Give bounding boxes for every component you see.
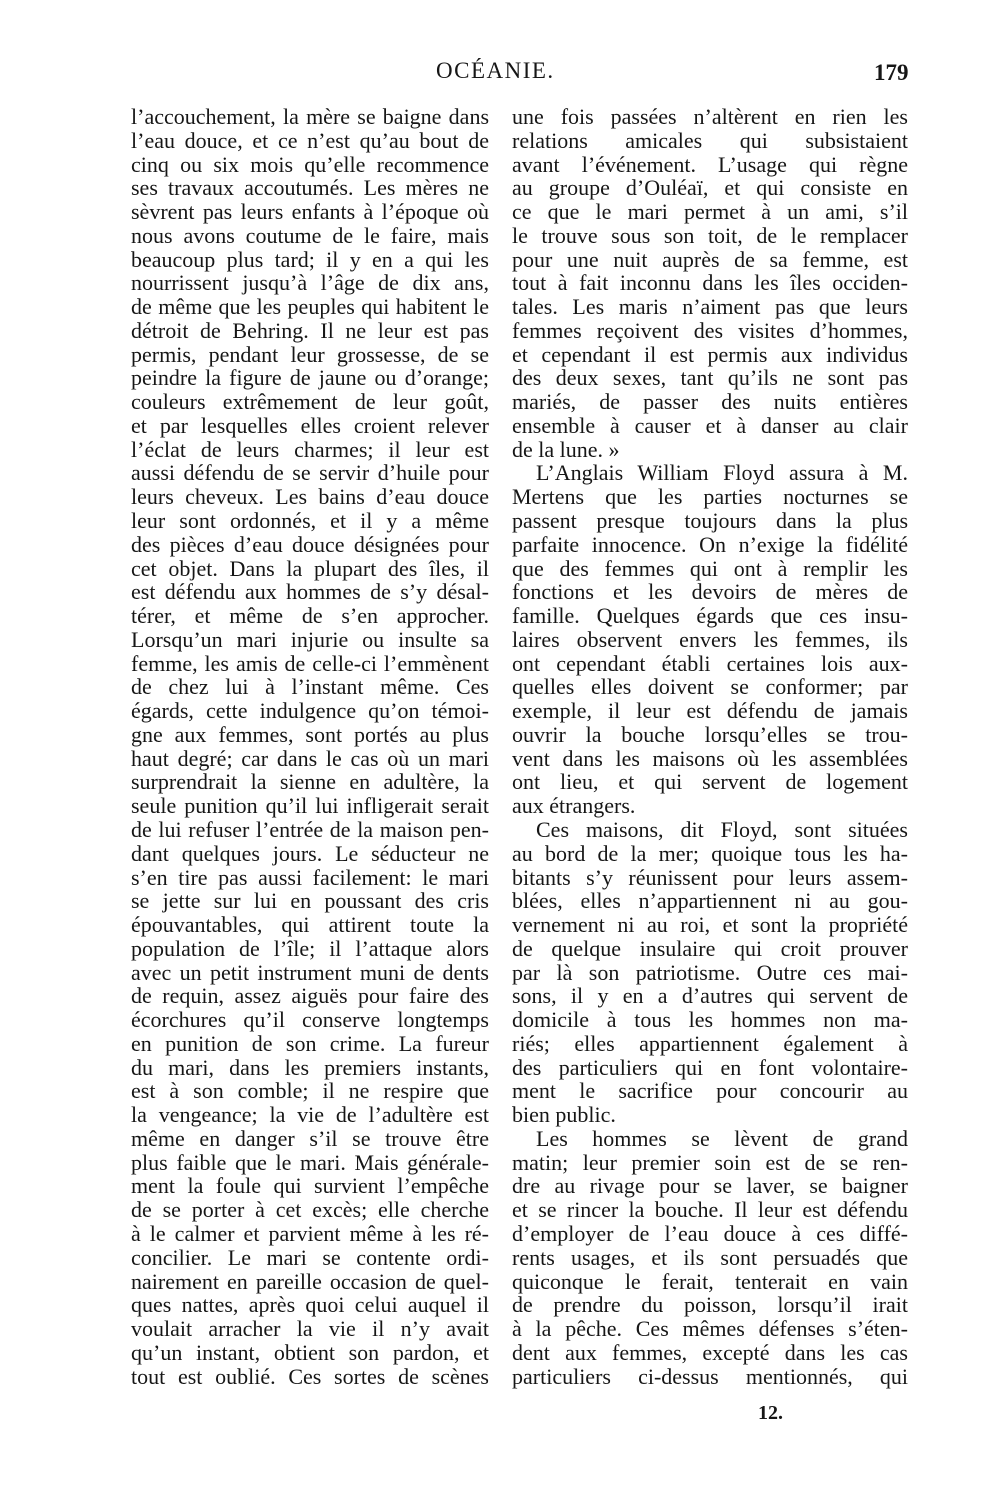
text-line: en punition de son crime. La fureur	[131, 1030, 489, 1056]
text-line: ont cependant établi certaines lois aux-	[512, 650, 908, 676]
text-line: écorchures qu’il conserve longtemps	[131, 1007, 489, 1033]
text-line: de quelque insulaire qui croit prouver	[512, 935, 908, 961]
text-line: laires observent envers les femmes, ils	[512, 626, 908, 652]
text-line: ses travaux accoutumés. Les mères ne	[131, 175, 489, 201]
text-line: détroit de Behring. Il ne leur est pas	[131, 317, 489, 343]
text-line: surprendrait la sienne en adultère, la	[131, 769, 489, 795]
text-line: des particuliers qui en font volontaire-	[512, 1054, 908, 1080]
text-line: Lorsqu’un mari injurie ou insulte sa	[131, 626, 489, 652]
text-line: qu’un instant, obtient son pardon, et	[131, 1339, 489, 1365]
text-line: et par lesquelles elles croient relever	[131, 412, 489, 438]
text-line: par là son patriotisme. Outre ces mai-	[512, 959, 908, 985]
text-line: quelles elles doivent se conformer; par	[512, 674, 908, 700]
text-line: pour une nuit auprès de sa femme, est	[512, 246, 908, 272]
page-number: 179	[874, 60, 909, 85]
text-line: beaucoup plus tard; il y en a qui les	[131, 246, 489, 272]
text-line: cinq ou six mois qu’elle recommence	[131, 151, 489, 177]
text-line: sèvrent pas leurs enfants à l’époque où	[131, 199, 489, 225]
text-line: particuliers ci-dessus mentionnés, qui	[512, 1363, 908, 1389]
text-line: rents usages, et ils sont persuadés que	[512, 1244, 908, 1270]
text-line: au groupe d’Ouléaï, et qui consiste en	[512, 175, 908, 201]
text-line: de chez lui à l’instant même. Ces	[131, 674, 489, 700]
text-line: et se rincer la bouche. Il leur est défendu	[512, 1197, 908, 1223]
text-line: voulait arracher la vie il n’y avait	[131, 1316, 489, 1342]
text-line: de se porter à cet excès; elle cherche	[131, 1197, 489, 1223]
text-line: quiconque le ferait, tenterait en vain	[512, 1268, 908, 1294]
text-line: vent dans les maisons où les assemblées	[512, 745, 908, 771]
text-line: des pièces d’eau douce désignées pour	[131, 531, 489, 557]
text-line: tout à fait inconnu dans les îles occiden-	[512, 270, 908, 296]
text-line: à la pêche. Ces mêmes défenses s’éten-	[512, 1316, 908, 1342]
text-line: parfaite innocence. On n’exige la fidélité	[512, 531, 908, 557]
text-line: femmes reçoivent des visites d’hommes,	[512, 317, 908, 343]
text-line: égards, cette indulgence qu’on témoi-	[131, 698, 489, 724]
text-line: femme, les amis de celle-ci l’emmènent	[131, 650, 489, 676]
text-line: ques nattes, après quoi celui auquel il	[131, 1292, 489, 1318]
text-line: que des femmes qui ont à remplir les	[512, 555, 908, 581]
text-line: nairement en pareille occasion de quel-	[131, 1268, 489, 1294]
text-line: une fois passées n’altèrent en rien les	[512, 104, 908, 129]
text-line: l’éclat de leurs charmes; il leur est	[131, 436, 489, 462]
text-line: relations amicales qui subsistaient	[512, 127, 908, 153]
text-line: plus faible que le mari. Mais générale-	[131, 1149, 489, 1175]
text-line: ment la foule qui survient l’empêche	[131, 1173, 489, 1199]
text-line: est défendu aux hommes de s’y désal-	[131, 579, 489, 605]
text-line: le trouve sous son toit, de le remplacer	[512, 222, 908, 248]
text-line: concilier. Le mari se contente ordi-	[131, 1244, 489, 1270]
text-line: dre au rivage pour se laver, se baigner	[512, 1173, 908, 1199]
text-line: l’accouchement, la mère se baigne dans	[131, 104, 489, 129]
text-line: s’en tire pas aussi facilement: le mari	[131, 864, 489, 890]
text-line: exemple, il leur est défendu de jamais	[512, 698, 908, 724]
text-column-right	[512, 105, 908, 1388]
text-line: permis, pendant leur grossesse, de se	[131, 341, 489, 367]
text-line: d’employer de l’eau douce à ces diffé-	[512, 1220, 908, 1246]
text-line: avec un petit instrument muni de dents	[131, 959, 489, 985]
text-line: nous avons coutume de le faire, mais	[131, 222, 489, 248]
text-line: l’eau douce, et ce n’est qu’au bout de	[131, 127, 489, 153]
text-line: mariés, de passer des nuits entières	[512, 389, 908, 415]
text-line: population de l’île; il l’attaque alors	[131, 935, 489, 961]
text-line: leur sont ordonnés, et il y a même	[131, 508, 489, 534]
text-line: ont lieu, et qui servent de logement	[512, 769, 908, 795]
signature-mark: 12.	[758, 1402, 783, 1424]
text-line: blées, elles n’appartiennent ni au gou-	[512, 888, 908, 914]
text-line: passent presque toujours dans la plus	[512, 508, 908, 534]
text-line: du mari, dans les premiers instants,	[131, 1054, 489, 1080]
text-line: domicile à tous les hommes non ma-	[512, 1007, 908, 1033]
text-line: de même que les peuples qui habitent le	[131, 294, 489, 320]
text-line: couleurs extrêmement de leur goût,	[131, 389, 489, 415]
text-line: avant l’événement. L’usage qui règne	[512, 151, 908, 177]
text-line: de la lune. »	[512, 436, 620, 462]
text-line: est à son comble; il ne respire que	[131, 1078, 489, 1104]
text-line: gne aux femmes, sont portés au plus	[131, 721, 489, 747]
text-line: tout est oublié. Ces sortes de scènes	[131, 1363, 489, 1389]
text-line: peindre la figure de jaune ou d’orange;	[131, 365, 489, 391]
text-line: fonctions et les devoirs de mères de	[512, 579, 908, 605]
text-line: nourrissent jusqu’à l’âge de dix ans,	[131, 270, 489, 296]
text-line: L’Anglais William Floyd assura à M.	[536, 460, 908, 486]
text-line: dant quelques jours. Le séducteur ne	[131, 840, 489, 866]
text-line: leurs cheveux. Les bains d’eau douce	[131, 484, 489, 510]
text-line: cet objet. Dans la plupart des îles, il	[131, 555, 489, 581]
text-line: famille. Quelques égards que ces insu-	[512, 603, 908, 629]
text-line: Ces maisons, dit Floyd, sont situées	[536, 816, 908, 842]
text-line: et cependant il est permis aux individus	[512, 341, 908, 367]
text-line: au bord de la mer; quoique tous les ha-	[512, 840, 908, 866]
text-line: matin; leur premier soin est de se ren-	[512, 1149, 908, 1175]
text-line: à le calmer et parvient même à les ré-	[131, 1220, 489, 1246]
text-line: se jette sur lui en poussant des cris	[131, 888, 489, 914]
text-line: de prendre du poisson, lorsqu’il irait	[512, 1292, 908, 1318]
text-line: ensemble à causer et à danser au clair	[512, 412, 908, 438]
text-line: riés; elles appartiennent également à	[512, 1030, 908, 1056]
text-line: tales. Les maris n’aiment pas que leurs	[512, 294, 908, 320]
text-line: ce que le mari permet à un ami, s’il	[512, 199, 908, 225]
text-line: dent aux femmes, excepté dans les cas	[512, 1339, 908, 1365]
text-line: ouvrir la bouche lorsqu’elles se trou-	[512, 721, 908, 747]
text-line: seule punition qu’il lui infligerait serait	[131, 793, 489, 819]
text-line: Les hommes se lèvent de grand	[536, 1125, 908, 1151]
text-line: aux étrangers.	[512, 793, 636, 819]
text-line: épouvantables, qui attirent toute la	[131, 912, 489, 938]
text-line: aussi défendu de se servir d’huile pour	[131, 460, 489, 486]
text-line: ment le sacrifice pour concourir au	[512, 1078, 908, 1104]
text-column-left	[131, 105, 489, 1388]
text-line: vernement ni au roi, et sont la propriété	[512, 912, 908, 938]
running-header-title: OCÉANIE.	[436, 58, 555, 83]
text-line: la vengeance; la vie de l’adultère est	[131, 1102, 489, 1128]
text-line: de requin, assez aiguës pour faire des	[131, 983, 489, 1009]
text-line: même en danger s’il se trouve être	[131, 1125, 489, 1151]
text-line: Mertens que les parties nocturnes se	[512, 484, 908, 510]
text-line: des deux sexes, tant qu’ils ne sont pas	[512, 365, 908, 391]
text-line: bien public.	[512, 1102, 616, 1128]
text-line: haut degré; car dans le cas où un mari	[131, 745, 489, 771]
text-line: térer, et même de s’en approcher.	[131, 603, 489, 629]
text-line: bitants s’y réunissent pour leurs assem-	[512, 864, 908, 890]
text-line: de lui refuser l’entrée de la maison pen-	[131, 816, 489, 842]
text-line: sons, il y en a d’autres qui servent de	[512, 983, 908, 1009]
